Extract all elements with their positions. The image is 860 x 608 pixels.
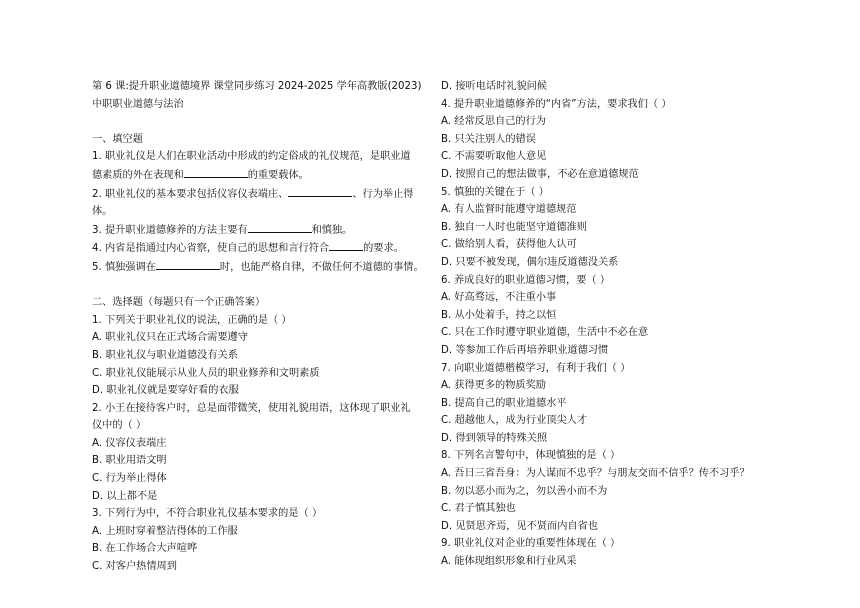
choice-q5: 5. 慎独的关键在于（ ） (441, 186, 549, 198)
choice-q8: 8. 下列名言警句中，体现慎独的是（ ） (441, 450, 621, 462)
choice-q1-option-a: A. 职业礼仪只在正式场合需要遵守 (92, 332, 248, 344)
choice-q6-option-c: C. 只在工作时遵守职业道德，生活中不必在意 (441, 327, 649, 339)
fill-q2-text-pre: 2. 职业礼仪的基本要求包括仪容仪表端庄、 (92, 188, 289, 200)
choice-q6-option-b: B. 从小处着手，持之以恒 (441, 309, 557, 321)
fill-q2-line1 (92, 185, 428, 204)
choice-q7-option-d: D. 得到领导的特殊关照 (441, 432, 548, 444)
choice-q2-option-a: A. 仪容仪表端庄 (92, 437, 167, 449)
choice-q2-line1: 2. 小王在接待客户时，总是面带微笑，使用礼貌用语，这体现了职业礼 (92, 402, 411, 414)
choice-q5-option-c: C. 做给别人看，获得他人认可 (441, 239, 577, 251)
fill-q1-line2 (92, 166, 428, 185)
choice-q7-option-c: C. 超越他人，成为行业顶尖人才 (441, 415, 588, 427)
document-title: 第 6 课:提升职业道德境界 课堂同步练习 2024-2025 学年高教版(2023) (92, 81, 422, 92)
fill-blank-3[interactable] (248, 221, 312, 233)
choice-q5-option-a: A. 有人监督时能遵守道德规范 (441, 204, 577, 216)
choice-q8-option-d: D. 见贤思齐焉，见不贤而内自省也 (441, 520, 598, 532)
spacer (92, 113, 428, 131)
fill-q1-text-post: 的重要载体。 (247, 169, 309, 181)
fill-blank-1[interactable] (184, 166, 248, 178)
choice-q7: 7. 向职业道德楷模学习，有利于我们（ ） (441, 362, 631, 374)
fill-q5-text-post: 时，也能严格自律，不做任何不道德的事情。 (219, 261, 424, 273)
choice-q4-option-b: B. 只关注别人的错误 (441, 133, 536, 145)
fill-q5-text-pre: 5. 慎独强调在 (92, 261, 156, 273)
fill-in-heading: 一、填空题 (92, 133, 143, 145)
choice-q2-option-b: B. 职业用语文明 (92, 455, 167, 467)
fill-q2-text-post: 、行为举止得 (352, 188, 414, 200)
choice-q9: 9. 职业礼仪对企业的重要性体现在（ ） (441, 538, 621, 550)
choice-q4: 4. 提升职业道德修养的“内省”方法，要求我们（ ） (441, 98, 672, 110)
choice-q2-line2: 仪中的（ ） (92, 420, 147, 432)
left-column (92, 78, 428, 576)
choice-q1: 1. 下列关于职业礼仪的说法，正确的是（ ） (92, 314, 292, 326)
choice-q6-option-d: D. 等参加工作后再培养职业道德习惯 (441, 344, 609, 356)
choice-q4-option-d: D. 按照自己的想法做事，不必在意道德规范 (441, 168, 639, 180)
choice-q4-option-a: A. 经常反思自己的行为 (441, 116, 546, 128)
choice-q3-option-a: A. 上班时穿着整洁得体的工作服 (92, 525, 238, 537)
choice-q1-option-d: D. 职业礼仪就是要穿好看的衣服 (92, 385, 239, 397)
document-subtitle: 中职职业道德与法治 (92, 98, 184, 110)
choice-q6-option-a: A. 好高骛远，不注重小事 (441, 292, 557, 304)
fill-q3-text-post: 和慎独。 (311, 224, 353, 236)
choice-q9-option-a: A. 能体现组织形象和行业风采 (441, 556, 577, 568)
choice-q3-option-c: C. 对客户热情周到 (92, 561, 177, 573)
choice-q2-option-c: C. 行为举止得体 (92, 473, 167, 485)
fill-q2-line2: 体。 (92, 206, 113, 218)
fill-q5 (92, 258, 428, 277)
fill-q1-line1: 1. 职业礼仪是人们在职业活动中形成的约定俗成的礼仪规范，是职业道 (92, 151, 411, 163)
choice-q2-option-d: D. 以上都不是 (92, 490, 158, 502)
spacer (92, 277, 428, 295)
choice-q8-option-b: B. 勿以恶小而为之，勿以善小而不为 (441, 485, 608, 497)
fill-q3-text-pre: 3. 提升职业道德修养的方法主要有 (92, 224, 248, 236)
choice-q1-option-c: C. 职业礼仪能展示从业人员的职业修养和文明素质 (92, 367, 320, 379)
choice-q3-option-d: D. 接听电话时礼貌问候 (441, 81, 548, 92)
right-column (441, 78, 786, 571)
fill-q4 (92, 239, 428, 258)
choice-q3-option-b: B. 在工作场合大声喧哗 (92, 543, 198, 555)
choice-q3: 3. 下列行为中，不符合职业礼仪基本要求的是（ ） (92, 508, 323, 520)
choice-heading: 二、选择题（每题只有一个正确答案） (92, 297, 266, 309)
choice-q7-option-b: B. 提高自己的职业道德水平 (441, 397, 567, 409)
fill-blank-2[interactable] (288, 185, 352, 197)
choice-q5-option-b: B. 独自一人时也能坚守道德准则 (441, 221, 587, 233)
fill-blank-5[interactable] (156, 258, 220, 270)
fill-q4-text-pre: 4. 内省是指通过内心省察，使自己的思想和言行符合 (92, 243, 330, 255)
fill-blank-4[interactable] (329, 239, 363, 251)
choice-q6: 6. 养成良好的职业道德习惯，要（ ） (441, 274, 611, 286)
fill-q1-text-pre: 德素质的外在表现和 (92, 169, 184, 181)
choice-q1-option-b: B. 职业礼仪与职业道德没有关系 (92, 349, 238, 361)
choice-q4-option-c: C. 不需要听取他人意见 (441, 151, 547, 163)
choice-q7-option-a: A. 获得更多的物质奖励 (441, 380, 546, 392)
choice-q5-option-d: D. 只要不被发现，偶尔违反道德没关系 (441, 256, 619, 268)
fill-q4-text-post: 的要求。 (363, 243, 404, 255)
choice-q8-option-c: C. 君子慎其独也 (441, 503, 516, 515)
choice-q8-option-a: A. 吾日三省吾身：为人谋而不忠乎？与朋友交而不信乎？传不习乎？ (441, 468, 750, 480)
fill-q3 (92, 221, 428, 240)
